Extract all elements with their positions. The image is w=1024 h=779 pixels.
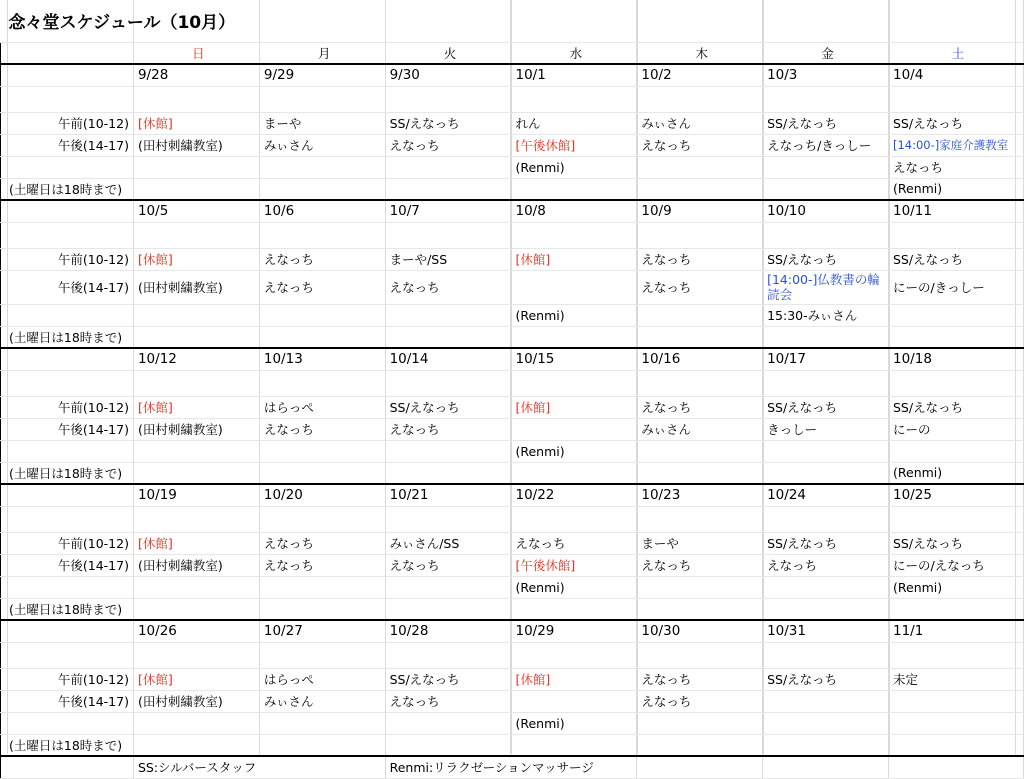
schedule-cell[interactable]: えなっち — [385, 134, 511, 156]
schedule-cell[interactable] — [133, 712, 259, 734]
date-cell[interactable]: 10/12 — [133, 348, 259, 370]
footnote-ss: SS:シルバースタッフ — [133, 756, 385, 778]
schedule-cell[interactable]: SS/えなっち — [385, 668, 511, 690]
cell[interactable] — [637, 370, 763, 396]
schedule-cell[interactable]: (Renmi) — [889, 462, 1024, 484]
schedule-cell[interactable]: えなっち — [385, 418, 511, 440]
cell[interactable] — [637, 506, 763, 532]
cell[interactable] — [1, 440, 134, 462]
date-cell[interactable]: 10/16 — [637, 348, 763, 370]
schedule-cell[interactable]: きっしー — [763, 418, 889, 440]
week-3-row-pm — [1, 418, 1024, 440]
week-3-row-blank — [1, 370, 1024, 396]
schedule-cell[interactable]: みぃさん/SS — [385, 532, 511, 554]
schedule-cell[interactable]: [休館] — [511, 248, 637, 270]
schedule-cell[interactable]: えなっち — [511, 532, 637, 554]
schedule-cell[interactable] — [385, 178, 511, 200]
date-cell[interactable]: 10/6 — [259, 200, 385, 222]
cell[interactable] — [637, 222, 763, 248]
schedule-cell[interactable]: (田村刺繍教室) — [133, 690, 259, 712]
schedule-cell[interactable]: 15:30-みぃさん — [763, 304, 889, 326]
week-4-row-ex2 — [1, 598, 1024, 620]
week-5-row-pm — [1, 690, 1024, 712]
date-cell[interactable]: 10/15 — [511, 348, 637, 370]
schedule-cell[interactable]: (田村刺繍教室) — [133, 134, 259, 156]
week-2-row-dates — [1, 200, 1024, 222]
schedule-cell[interactable] — [259, 576, 385, 598]
cell[interactable] — [385, 506, 511, 532]
schedule-cell[interactable]: えなっち — [385, 554, 511, 576]
cell[interactable] — [1, 42, 134, 64]
schedule-cell[interactable] — [637, 598, 763, 620]
schedule-cell[interactable]: SS/えなっち — [889, 396, 1024, 418]
cell[interactable] — [637, 0, 763, 42]
schedule-cell[interactable] — [637, 440, 763, 462]
schedule-cell[interactable] — [889, 734, 1024, 756]
schedule-cell[interactable]: (田村刺繍教室) — [133, 418, 259, 440]
schedule-cell[interactable]: えなっち — [385, 690, 511, 712]
schedule-cell[interactable]: [休館] — [511, 668, 637, 690]
schedule-cell[interactable] — [259, 598, 385, 620]
afternoon-label: 午後(14-17) — [1, 134, 134, 156]
cell[interactable] — [385, 642, 511, 668]
page-title: 念々堂スケジュール（10月） — [1, 0, 260, 42]
date-cell[interactable]: 10/30 — [637, 620, 763, 642]
schedule-cell[interactable] — [133, 156, 259, 178]
cell[interactable] — [133, 86, 259, 112]
cell[interactable] — [385, 0, 511, 42]
schedule-cell[interactable]: みぃさん — [259, 134, 385, 156]
cell[interactable] — [259, 222, 385, 248]
schedule-cell[interactable]: SS/えなっち — [385, 112, 511, 134]
schedule-cell[interactable] — [889, 690, 1024, 712]
schedule-cell[interactable] — [637, 304, 763, 326]
date-cell[interactable]: 10/21 — [385, 484, 511, 506]
morning-label: 午前(10-12) — [1, 248, 134, 270]
weekday-thu: 木 — [637, 42, 763, 64]
schedule-cell[interactable] — [763, 576, 889, 598]
schedule-cell[interactable] — [511, 462, 637, 484]
cell[interactable] — [763, 0, 889, 42]
cell[interactable] — [511, 86, 637, 112]
schedule-cell[interactable]: えなっち — [259, 532, 385, 554]
date-cell[interactable]: 10/17 — [763, 348, 889, 370]
schedule-cell[interactable]: [休館] — [133, 532, 259, 554]
saturday-note-label: (土曜日は18時まで) — [1, 326, 134, 348]
schedule-cell[interactable]: SS/えなっち — [763, 396, 889, 418]
schedule-cell[interactable]: [休館] — [511, 396, 637, 418]
schedule-cell[interactable] — [763, 440, 889, 462]
date-cell[interactable]: 10/4 — [889, 64, 1024, 86]
date-cell[interactable]: 10/9 — [637, 200, 763, 222]
cell[interactable] — [889, 370, 1024, 396]
schedule-cell[interactable]: にーの/きっしー — [889, 270, 1024, 304]
schedule-cell[interactable]: えなっち — [259, 270, 385, 304]
week-4-row-dates — [1, 484, 1024, 506]
schedule-cell[interactable]: [午後休館] — [511, 554, 637, 576]
schedule-cell[interactable]: SS/えなっち — [889, 112, 1024, 134]
schedule-cell[interactable] — [133, 178, 259, 200]
cell[interactable] — [511, 0, 637, 42]
schedule-cell[interactable] — [637, 156, 763, 178]
schedule-cell[interactable] — [385, 304, 511, 326]
afternoon-label: 午後(14-17) — [1, 554, 134, 576]
cell[interactable] — [637, 86, 763, 112]
cell[interactable] — [1, 712, 134, 734]
schedule-cell[interactable]: えなっち — [637, 396, 763, 418]
schedule-cell[interactable]: SS/えなっち — [763, 532, 889, 554]
saturday-note-label: (土曜日は18時まで) — [1, 598, 134, 620]
schedule-cell[interactable]: えなっち — [889, 156, 1024, 178]
schedule-cell[interactable] — [511, 690, 637, 712]
schedule-cell[interactable] — [385, 156, 511, 178]
week-3-row-am — [1, 396, 1024, 418]
cell[interactable] — [133, 222, 259, 248]
weekday-wed: 水 — [511, 42, 637, 64]
week-2-row-ex1 — [1, 304, 1024, 326]
week-4-row-am — [1, 532, 1024, 554]
schedule-cell[interactable] — [385, 326, 511, 348]
date-cell[interactable]: 10/1 — [511, 64, 637, 86]
schedule-cell[interactable] — [511, 326, 637, 348]
schedule-cell[interactable] — [385, 734, 511, 756]
saturday-note-label: (土曜日は18時まで) — [1, 734, 134, 756]
schedule-cell[interactable] — [259, 326, 385, 348]
schedule-cell[interactable] — [259, 156, 385, 178]
schedule-cell[interactable] — [385, 576, 511, 598]
schedule-cell[interactable]: (Renmi) — [511, 304, 637, 326]
cell[interactable] — [1, 756, 134, 778]
schedule-cell[interactable] — [763, 734, 889, 756]
morning-label: 午前(10-12) — [1, 112, 134, 134]
schedule-cell[interactable] — [637, 462, 763, 484]
schedule-cell[interactable]: はらっぺ — [259, 396, 385, 418]
afternoon-label: 午後(14-17) — [1, 418, 134, 440]
cell[interactable] — [133, 370, 259, 396]
weekday-mon: 月 — [259, 42, 385, 64]
week-2-row-ex2 — [1, 326, 1024, 348]
week-3-row-dates — [1, 348, 1024, 370]
schedule-cell[interactable]: まーや — [637, 532, 763, 554]
afternoon-label: 午後(14-17) — [1, 690, 134, 712]
week-4-row-pm — [1, 554, 1024, 576]
saturday-note-label: (土曜日は18時まで) — [1, 462, 134, 484]
schedule-cell[interactable] — [133, 440, 259, 462]
schedule-cell[interactable]: (Renmi) — [511, 712, 637, 734]
cell[interactable] — [259, 506, 385, 532]
week-5-row-blank — [1, 642, 1024, 668]
date-cell[interactable]: 10/24 — [763, 484, 889, 506]
week-2-row-am — [1, 248, 1024, 270]
schedule-cell[interactable]: (Renmi) — [889, 178, 1024, 200]
schedule-cell[interactable] — [889, 304, 1024, 326]
schedule-cell[interactable]: はらっぺ — [259, 668, 385, 690]
date-cell[interactable]: 10/27 — [259, 620, 385, 642]
schedule-cell[interactable]: まーや — [259, 112, 385, 134]
schedule-cell[interactable] — [259, 712, 385, 734]
morning-label: 午前(10-12) — [1, 532, 134, 554]
cell[interactable] — [1, 484, 134, 506]
cell[interactable] — [1, 620, 134, 642]
date-cell[interactable]: 9/28 — [133, 64, 259, 86]
schedule-cell[interactable]: 未定 — [889, 668, 1024, 690]
schedule-cell[interactable]: みぃさん — [637, 112, 763, 134]
cell[interactable] — [1, 64, 134, 86]
weekday-tue: 火 — [385, 42, 511, 64]
cell[interactable] — [385, 86, 511, 112]
cell[interactable] — [133, 642, 259, 668]
schedule-cell[interactable] — [511, 178, 637, 200]
schedule-cell[interactable]: まーや/SS — [385, 248, 511, 270]
cell[interactable] — [763, 222, 889, 248]
footnote-row — [1, 756, 1024, 778]
week-3-row-ex2 — [1, 462, 1024, 484]
cell[interactable] — [259, 86, 385, 112]
schedule-cell[interactable]: えなっち — [259, 554, 385, 576]
schedule-cell[interactable] — [385, 712, 511, 734]
cell[interactable] — [385, 222, 511, 248]
date-cell[interactable]: 10/7 — [385, 200, 511, 222]
footnote-renmi: Renmi:リラクゼーションマッサージ — [385, 756, 637, 778]
cell[interactable] — [763, 370, 889, 396]
cell[interactable] — [1, 370, 134, 396]
schedule-cell[interactable]: えなっち — [385, 270, 511, 304]
morning-label: 午前(10-12) — [1, 396, 134, 418]
date-cell[interactable]: 10/26 — [133, 620, 259, 642]
cell[interactable] — [889, 642, 1024, 668]
date-cell[interactable]: 10/31 — [763, 620, 889, 642]
schedule-cell[interactable] — [763, 178, 889, 200]
week-1-row-dates — [1, 64, 1024, 86]
cell[interactable] — [259, 642, 385, 668]
schedule-cell[interactable]: れん — [511, 112, 637, 134]
cell[interactable] — [385, 370, 511, 396]
schedule-cell[interactable]: [休館] — [133, 668, 259, 690]
schedule-cell[interactable]: SS/えなっち — [763, 112, 889, 134]
schedule-cell[interactable] — [133, 462, 259, 484]
week-1-row-pm — [1, 134, 1024, 156]
schedule-cell[interactable]: みぃさん — [637, 418, 763, 440]
schedule-cell[interactable]: えなっち — [637, 668, 763, 690]
schedule-cell[interactable] — [511, 734, 637, 756]
week-2-row-pm — [1, 270, 1024, 304]
date-cell[interactable]: 10/2 — [637, 64, 763, 86]
schedule-cell[interactable]: SS/えなっち — [889, 248, 1024, 270]
schedule-cell[interactable]: えなっち/きっしー — [763, 134, 889, 156]
date-cell[interactable]: 10/14 — [385, 348, 511, 370]
cell[interactable] — [259, 370, 385, 396]
date-cell[interactable]: 10/5 — [133, 200, 259, 222]
weekday-sat: 土 — [889, 42, 1024, 64]
schedule-cell[interactable]: えなっち — [763, 554, 889, 576]
afternoon-label: 午後(14-17) — [1, 270, 134, 304]
week-3-row-ex1 — [1, 440, 1024, 462]
cell[interactable] — [637, 756, 763, 778]
date-cell[interactable]: 10/11 — [889, 200, 1024, 222]
date-cell[interactable]: 9/30 — [385, 64, 511, 86]
cell[interactable] — [511, 370, 637, 396]
cell[interactable] — [763, 642, 889, 668]
cell[interactable] — [763, 756, 889, 778]
schedule-cell[interactable] — [259, 734, 385, 756]
cell[interactable] — [1, 86, 134, 112]
week-4-row-ex1 — [1, 576, 1024, 598]
cell[interactable] — [511, 222, 637, 248]
schedule-cell[interactable] — [763, 598, 889, 620]
cell[interactable] — [1, 576, 134, 598]
week-5-row-dates — [1, 620, 1024, 642]
cell[interactable] — [889, 0, 1024, 42]
cell[interactable] — [763, 506, 889, 532]
schedule-cell[interactable]: (田村刺繍教室) — [133, 270, 259, 304]
schedule-cell[interactable] — [763, 326, 889, 348]
weekday-sun: 日 — [133, 42, 259, 64]
schedule-cell[interactable]: えなっち — [637, 270, 763, 304]
schedule-cell[interactable]: えなっち — [637, 248, 763, 270]
schedule-cell[interactable] — [133, 326, 259, 348]
cell[interactable] — [1, 642, 134, 668]
schedule-cell[interactable]: [休館] — [133, 396, 259, 418]
schedule-cell[interactable]: (Renmi) — [511, 156, 637, 178]
schedule-cell[interactable]: (Renmi) — [889, 576, 1024, 598]
weekday-fri: 金 — [763, 42, 889, 64]
date-cell[interactable]: 10/10 — [763, 200, 889, 222]
date-cell[interactable]: 10/25 — [889, 484, 1024, 506]
week-5-row-am — [1, 668, 1024, 690]
date-cell[interactable]: 10/29 — [511, 620, 637, 642]
schedule-cell[interactable] — [889, 598, 1024, 620]
schedule-cell[interactable] — [511, 598, 637, 620]
schedule-cell[interactable]: みぃさん — [259, 690, 385, 712]
date-cell[interactable]: 10/20 — [259, 484, 385, 506]
schedule-cell[interactable] — [763, 712, 889, 734]
date-cell[interactable]: 9/29 — [259, 64, 385, 86]
schedule-cell[interactable]: えなっち — [637, 554, 763, 576]
cell[interactable] — [889, 222, 1024, 248]
schedule-cell[interactable] — [133, 734, 259, 756]
week-1-row-blank — [1, 86, 1024, 112]
schedule-cell[interactable]: SS/えなっち — [385, 396, 511, 418]
schedule-cell[interactable] — [133, 576, 259, 598]
schedule-cell[interactable]: [14:00-]家庭介護教室 — [889, 134, 1024, 156]
schedule-cell[interactable]: えなっち — [259, 248, 385, 270]
cell[interactable] — [1, 304, 134, 326]
schedule-cell[interactable] — [133, 304, 259, 326]
schedule-cell[interactable] — [889, 326, 1024, 348]
date-cell[interactable]: 11/1 — [889, 620, 1024, 642]
schedule-cell[interactable] — [637, 326, 763, 348]
saturday-note-label: (土曜日は18時まで) — [1, 178, 134, 200]
week-4-row-blank — [1, 506, 1024, 532]
schedule-cell[interactable] — [637, 576, 763, 598]
date-cell[interactable]: 10/19 — [133, 484, 259, 506]
schedule-cell[interactable] — [763, 462, 889, 484]
week-5-row-ex1 — [1, 712, 1024, 734]
schedule-cell[interactable]: [休館] — [133, 248, 259, 270]
schedule-cell[interactable] — [385, 462, 511, 484]
date-cell[interactable]: 10/22 — [511, 484, 637, 506]
schedule-cell[interactable] — [637, 734, 763, 756]
schedule-cell[interactable] — [259, 178, 385, 200]
cell[interactable] — [1, 156, 134, 178]
schedule-cell[interactable] — [259, 304, 385, 326]
schedule-cell[interactable]: えなっち — [259, 418, 385, 440]
week-1-row-ex1 — [1, 156, 1024, 178]
schedule-cell[interactable] — [259, 462, 385, 484]
cell[interactable] — [1, 506, 134, 532]
schedule-cell[interactable]: [午後休館] — [511, 134, 637, 156]
schedule-cell[interactable]: (田村刺繍教室) — [133, 554, 259, 576]
cell[interactable] — [1, 222, 134, 248]
schedule-cell[interactable]: にーの/えなっち — [889, 554, 1024, 576]
date-cell[interactable]: 10/8 — [511, 200, 637, 222]
date-cell[interactable]: 10/3 — [763, 64, 889, 86]
schedule-cell[interactable]: [休館] — [133, 112, 259, 134]
cell[interactable] — [889, 756, 1024, 778]
schedule-cell[interactable]: えなっち — [637, 134, 763, 156]
cell[interactable] — [889, 86, 1024, 112]
week-1-row-ex2 — [1, 178, 1024, 200]
date-cell[interactable]: 10/13 — [259, 348, 385, 370]
schedule-cell[interactable] — [763, 156, 889, 178]
cell[interactable] — [637, 642, 763, 668]
schedule-cell[interactable] — [511, 270, 637, 304]
schedule-cell[interactable] — [133, 598, 259, 620]
schedule-cell[interactable] — [385, 440, 511, 462]
schedule-cell[interactable] — [511, 418, 637, 440]
week-2-row-blank — [1, 222, 1024, 248]
schedule-cell[interactable]: SS/えなっち — [889, 532, 1024, 554]
week-1-row-am — [1, 112, 1024, 134]
schedule-cell[interactable] — [637, 712, 763, 734]
schedule-cell[interactable] — [763, 690, 889, 712]
date-cell[interactable]: 10/28 — [385, 620, 511, 642]
schedule-cell[interactable]: (Renmi) — [511, 440, 637, 462]
weekday-header-row — [1, 42, 1024, 64]
cell[interactable] — [889, 506, 1024, 532]
schedule-cell[interactable] — [385, 598, 511, 620]
schedule-cell[interactable] — [889, 440, 1024, 462]
cell[interactable] — [511, 506, 637, 532]
cell[interactable] — [133, 506, 259, 532]
cell[interactable] — [1, 200, 134, 222]
morning-label: 午前(10-12) — [1, 668, 134, 690]
cell[interactable] — [259, 0, 385, 42]
week-5-row-ex2 — [1, 734, 1024, 756]
schedule-cell[interactable]: えなっち — [637, 690, 763, 712]
schedule-cell[interactable] — [889, 712, 1024, 734]
schedule-cell[interactable]: にーの — [889, 418, 1024, 440]
date-cell[interactable]: 10/18 — [889, 348, 1024, 370]
schedule-cell[interactable]: SS/えなっち — [763, 668, 889, 690]
schedule-cell[interactable]: [14:00-]仏教書の輪読会 — [763, 270, 889, 304]
schedule-cell[interactable]: (Renmi) — [511, 576, 637, 598]
date-cell[interactable]: 10/23 — [637, 484, 763, 506]
schedule-cell[interactable]: SS/えなっち — [763, 248, 889, 270]
schedule-cell[interactable] — [637, 178, 763, 200]
schedule-cell[interactable] — [259, 440, 385, 462]
cell[interactable] — [511, 642, 637, 668]
cell[interactable] — [1, 348, 134, 370]
cell[interactable] — [763, 86, 889, 112]
